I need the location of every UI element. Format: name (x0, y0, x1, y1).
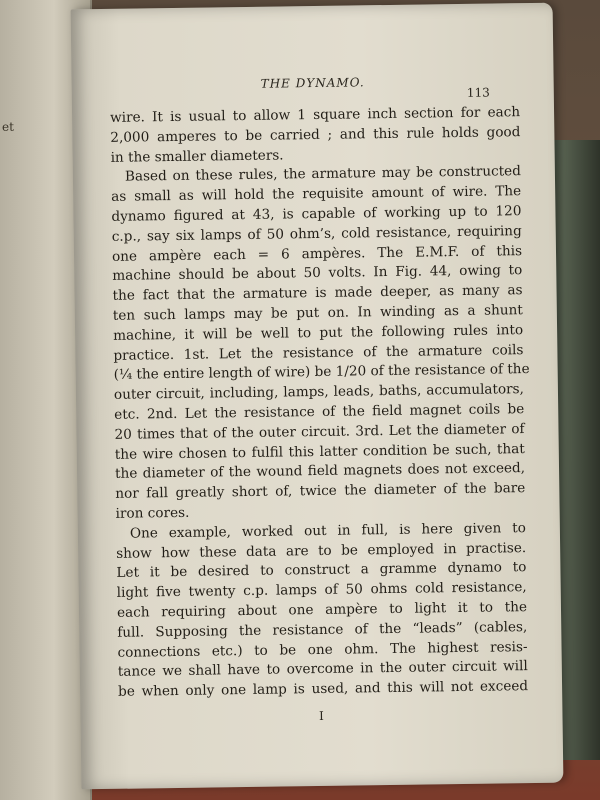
book-page (71, 3, 564, 790)
text-line: the fact that the armature is made deeper, as many as (112, 282, 523, 305)
text-line: the wire chosen to fulfil this latter condition be such, that (114, 440, 525, 463)
text-line: light five twenty c.p. lamps of 50 ohms cold resistance, (116, 579, 527, 601)
page-number: 113 (466, 85, 490, 100)
text-line: nor fall greatly short of, twice the diameter of the bare (115, 480, 526, 502)
text-line: wire. It is usual to allow 1 square inch section for each (109, 104, 521, 126)
text-line: c.p., say six lamps of 50 ohm’s, cold resistance, requiring (111, 222, 522, 245)
text-line: be when only one lamp is used, and this will not exceed (118, 678, 529, 700)
text-line: each requiring about one ampère to light it to the (116, 599, 528, 621)
left-page-text-fragment: et (2, 120, 14, 134)
text-line: tance we shall have to overcome in the outer circuit will (117, 658, 528, 681)
text-line: full. Supposing the resistance of the “leads” (cables, (117, 618, 528, 641)
running-head: THE DYNAMO. (260, 75, 365, 91)
signature-mark: I (318, 708, 324, 724)
text-line: one ampère each = 6 ampères. The E.M.F. of this (111, 242, 523, 265)
text-line: iron cores. (115, 504, 190, 522)
text-line: 20 times that of the outer circuit. 3rd. Let the diameter of (114, 420, 525, 443)
text-line: in the smaller diameters. (110, 147, 284, 166)
text-line: the diameter of the wound field magnets does not exceed, (114, 460, 526, 483)
text-line: practice. 1st. Let the resistance of the armature coils (113, 341, 524, 364)
text-line: (¼ the entire length of wire) be 1/20 of the resistance of the (113, 361, 530, 384)
text-line: etc. 2nd. Let the resistance of the field magnet coils be (114, 401, 525, 423)
text-line: ten such lamps may be put on. In winding as a shunt (112, 302, 523, 324)
text-line: connections etc.) to be one ohm. The highest resis- (117, 638, 528, 661)
text-line: Let it be desired to construct a gramme dynamo to (116, 559, 527, 582)
text-line: as small as will hold the requisite amount of wire. The (111, 183, 522, 206)
text-line: machine, it will be well to put the following rules into (113, 321, 524, 344)
text-line: Based on these rules, the armature may be constructed (124, 163, 521, 186)
text-line: machine should be about 50 volts. In Fig. 44, owing to (112, 262, 523, 285)
text-line: dynamo figured at 43, is capable of working up to 120 (111, 203, 522, 225)
text-line: outer circuit, including, lamps, leads, baths, accumulators, (113, 381, 525, 403)
text-line: One example, worked out in full, is here given to (129, 519, 526, 542)
text-line: show how these data are to be employed in practise. (116, 539, 527, 562)
text-line: 2,000 amperes to be carried ; and this rule holds good (110, 123, 521, 146)
body-text (110, 103, 528, 703)
